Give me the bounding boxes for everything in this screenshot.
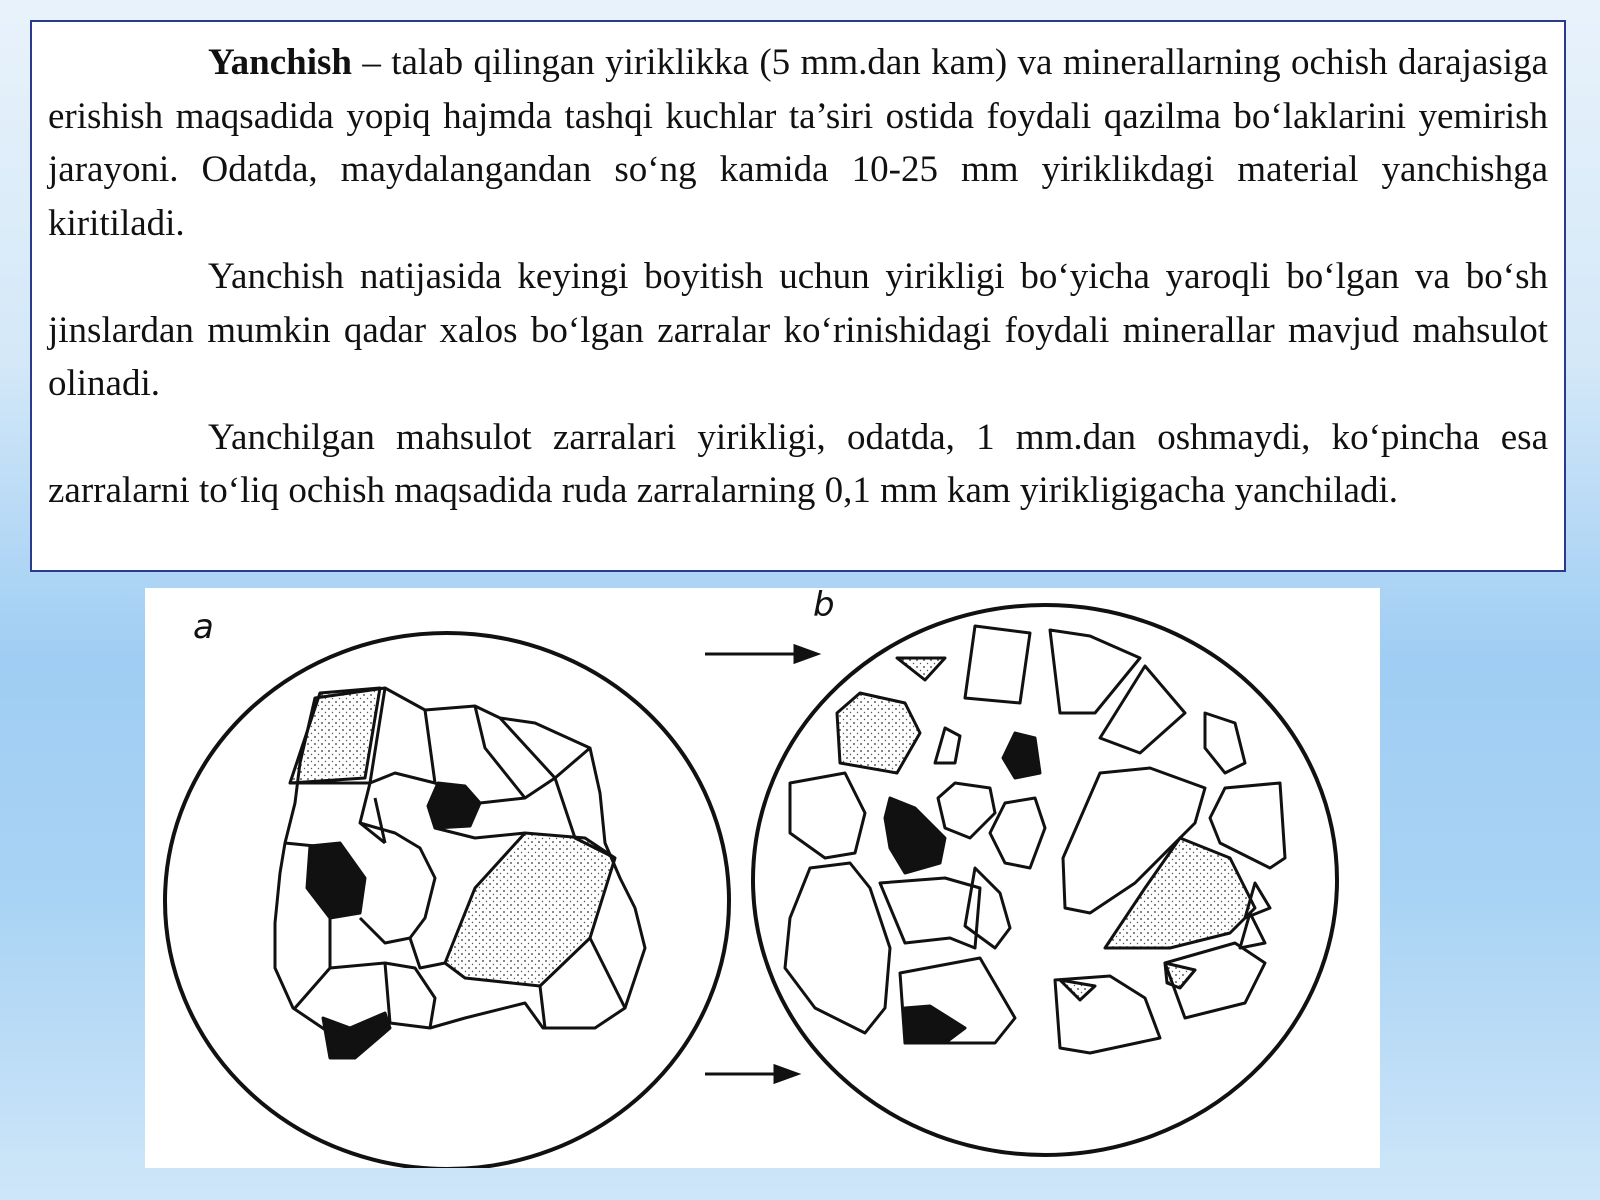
circle-b-ground-particles xyxy=(753,605,1337,1155)
paragraph-1-text: – talab qilingan yiriklikka (5 mm.dan kam) va minerallarning ochish darajasiga erishish maqsadida yopiq hajmda tashqi kuchlar ta’siri ostida foydali qazilma bo‘laklarini yemirish jarayoni. Odatda, maydalangandan so‘ng kamida 10-25 mm yiriklikdagi material yanchishga kiritiladi. xyxy=(48,42,1548,244)
circle-a-ore-lump xyxy=(165,633,729,1168)
label-a: a xyxy=(193,607,214,647)
grinding-illustration xyxy=(145,588,1380,1168)
term-yanchish: Yanchish xyxy=(208,42,352,83)
paragraph-2: Yanchish natijasida keyingi boyitish uchun yirikligi bo‘yicha yaroqli bo‘lgan va bo‘sh jinslardan mumkin qadar xalos bo‘lgan zarralar ko‘rinishidagi foydali minerallar mavjud mahsulot olinadi. xyxy=(48,256,1548,404)
label-b: b xyxy=(813,588,835,625)
paragraph-1 xyxy=(48,36,1548,250)
paragraph-3: Yanchilgan mahsulot zarralari yirikligi, odatda, 1 mm.dan oshmaydi, ko‘pincha esa zarralarni to‘liq ochish maqsadida ruda zarralarning 0,1 mm kam yirikligigacha yanchiladi. xyxy=(48,416,1548,511)
text-panel xyxy=(30,20,1566,572)
grinding-diagram xyxy=(145,588,1380,1168)
process-arrows xyxy=(705,646,817,1082)
